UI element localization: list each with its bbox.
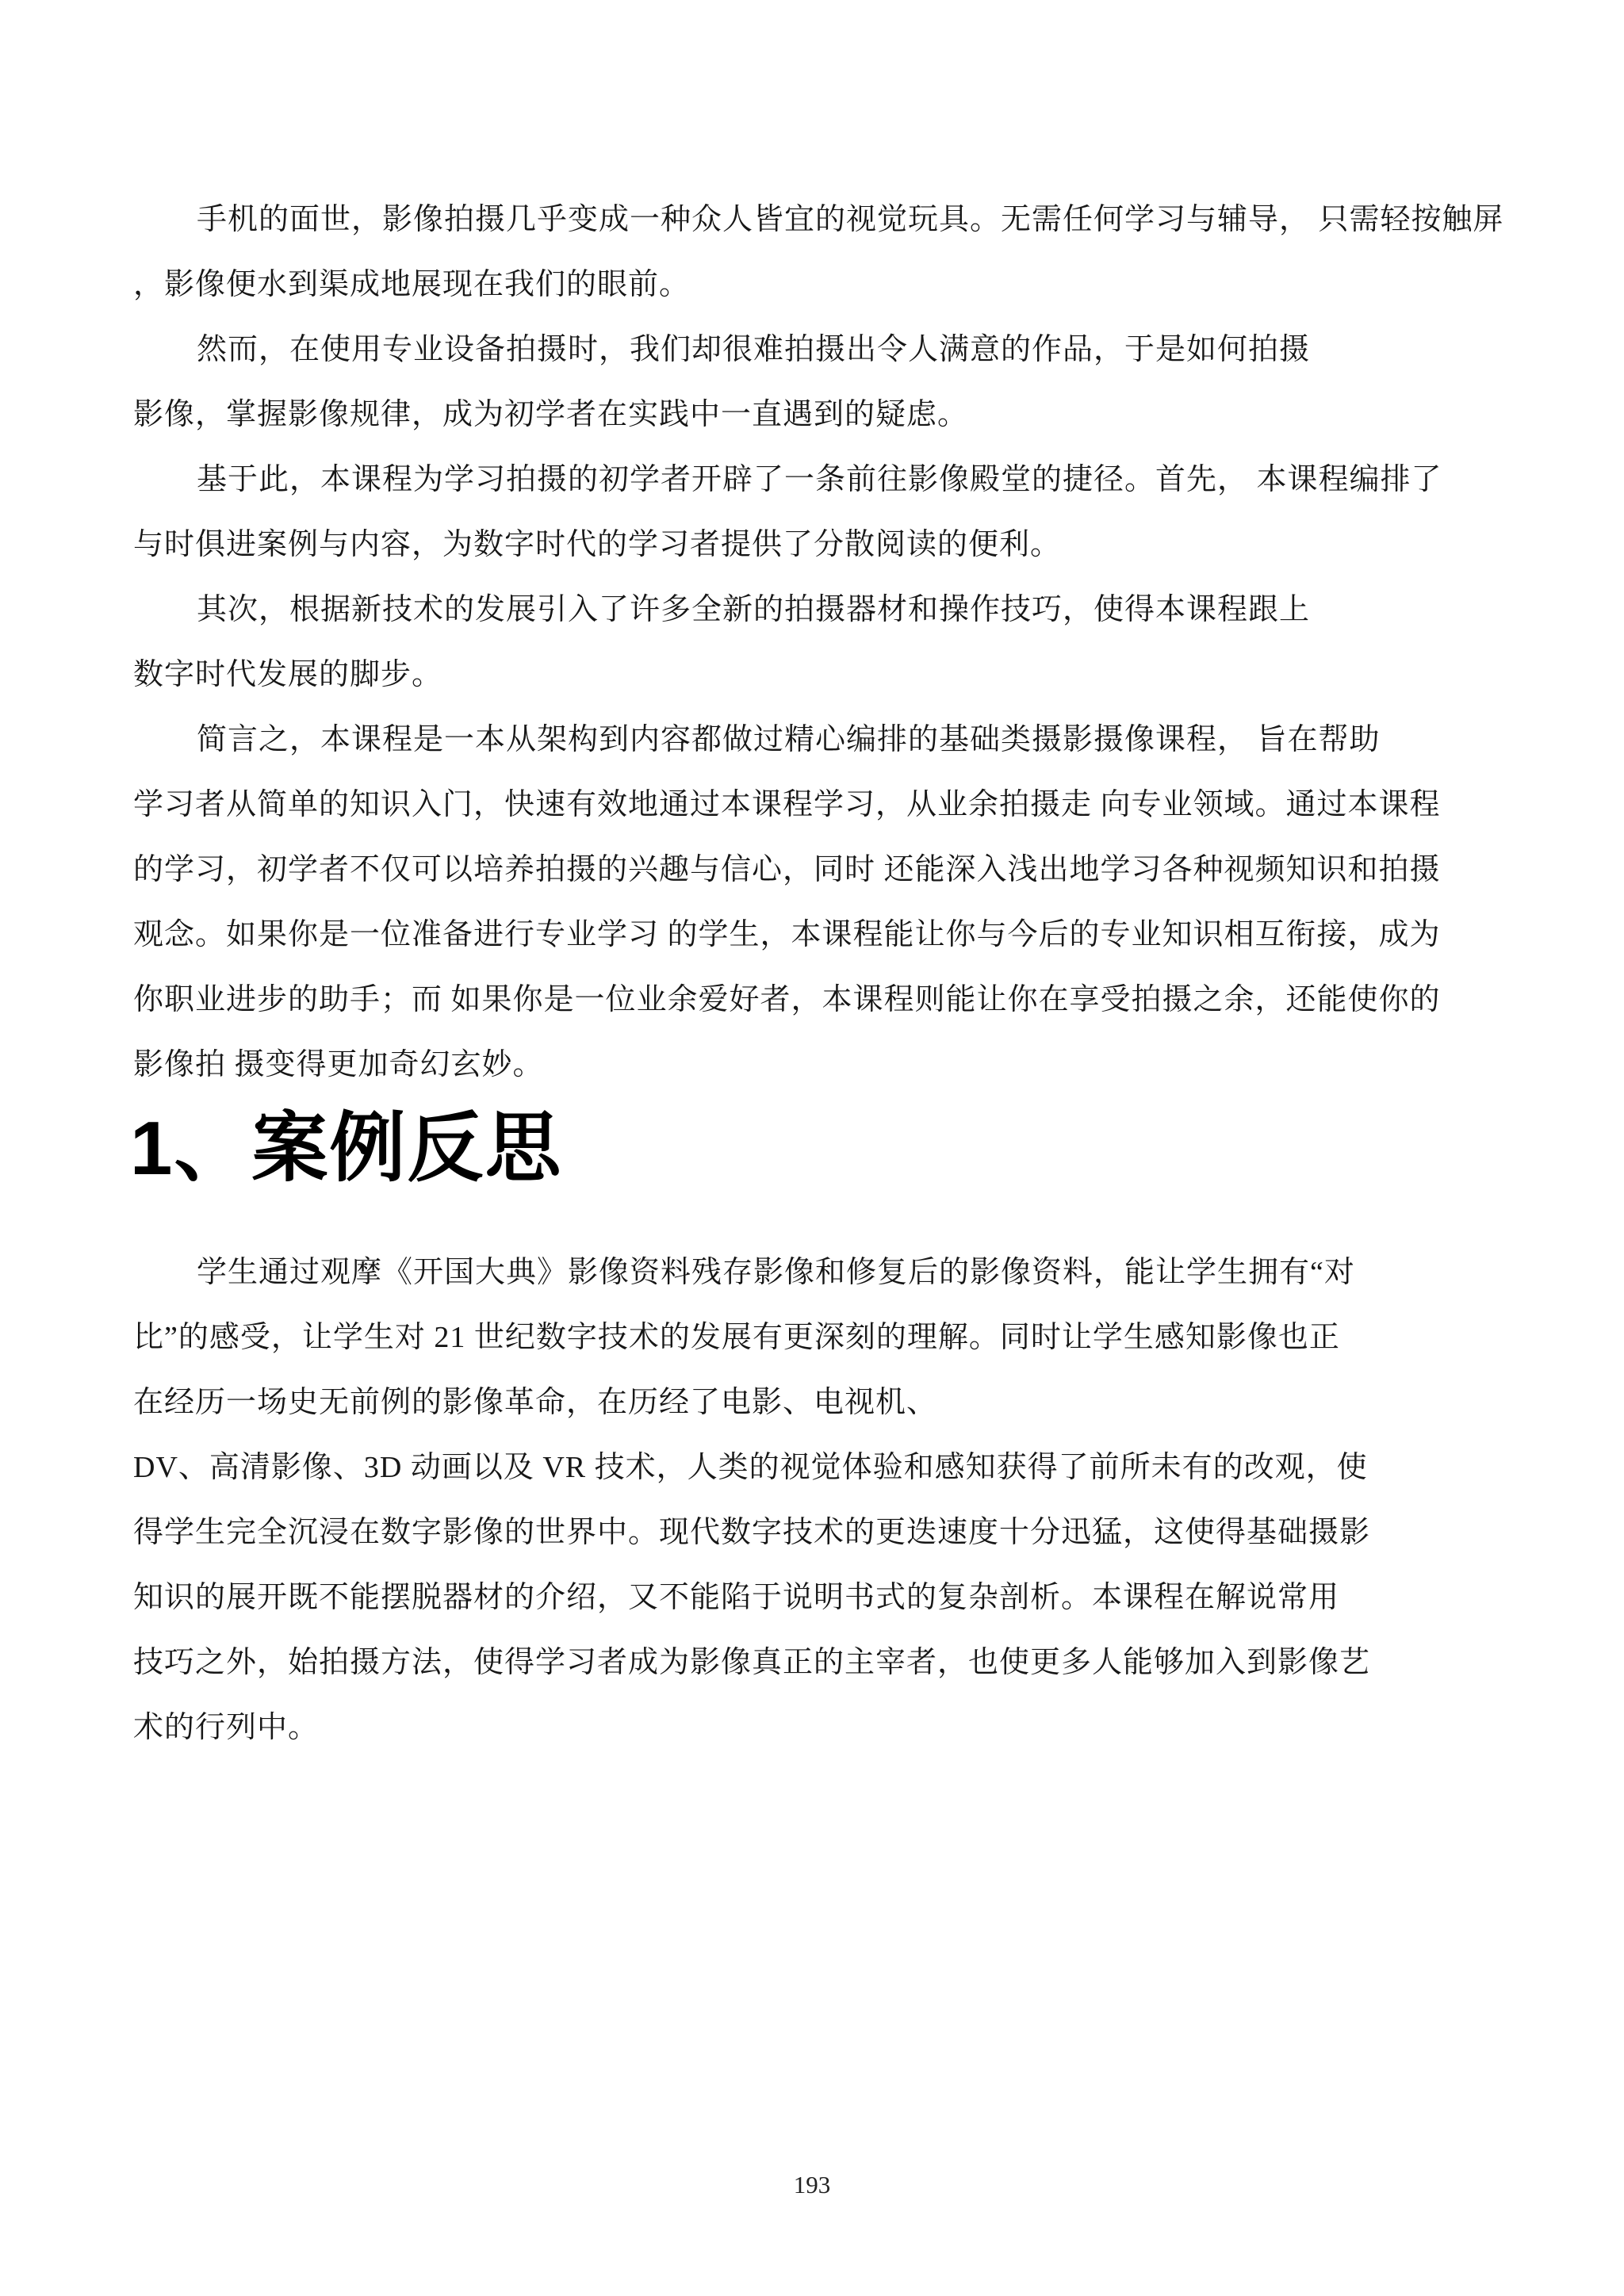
text-line: 手机的面世，影像拍摄几乎变成一种众人皆宜的视觉玩具。无需任何学习与辅导， 只需轻按触屏: [197, 203, 1504, 236]
text-line: 技巧之外，始拍摄方法，使得学习者成为影像真正的主宰者，也使更多人能够加入到影像艺: [133, 1646, 1371, 1679]
text-line: 比”的感受，让学生对 21 世纪数字技术的发展有更深刻的理解。同时让学生感知影像也正: [133, 1321, 1340, 1354]
text-line: 数字时代发展的脚步。: [133, 658, 443, 691]
text-line: 术的行列中。: [133, 1711, 320, 1744]
intro-paragraphs: [0, 0, 1624, 1097]
text-line: 影像，掌握影像规律，成为初学者在实践中一直遇到的疑虑。: [133, 398, 969, 431]
text-line: 在经历一场史无前例的影像革命，在历经了电影、电视机、: [133, 1386, 938, 1419]
text-line: 影像拍 摄变得更加奇幻玄妙。: [133, 1048, 544, 1081]
text-line: DV、高清影像、3D 动画以及 VR 技术，人类的视觉体验和感知获得了前所未有的改观，使: [133, 1451, 1368, 1484]
text-line: 学生通过观摩《开国大典》影像资料残存影像和修复后的影像资料，能让学生拥有“对: [197, 1256, 1355, 1289]
text-line: 知识的展开既不能摆脱器材的介绍，又不能陷于说明书式的复杂剖析。本课程在解说常用: [133, 1581, 1340, 1614]
text-line: 你职业进步的助手；而 如果你是一位业余爱好者，本课程则能让你在享受拍摄之余，还能使你的: [133, 983, 1441, 1016]
section-heading: 1、案例反思: [130, 1106, 563, 1191]
text-line: ，影像便水到渠成地展现在我们的眼前。: [133, 268, 691, 301]
page-number: 193: [793, 2171, 831, 2198]
text-line: 学习者从简单的知识入门，快速有效地通过本课程学习，从业余拍摄走 向专业领域。通过本课程: [133, 788, 1441, 821]
text-line: 的学习，初学者不仅可以培养拍摄的兴趣与信心，同时 还能深入浅出地学习各种视频知识和拍摄: [133, 853, 1441, 886]
text-line: 得学生完全沉浸在数字影像的世界中。现代数字技术的更迭速度十分迅猛，这使得基础摄影: [133, 1516, 1371, 1549]
text-line: 简言之，本课程是一本从架构到内容都做过精心编排的基础类摄影摄像课程， 旨在帮助: [197, 723, 1381, 756]
text-line: 基于此，本课程为学习拍摄的初学者开辟了一条前往影像殿堂的捷径。首先， 本课程编排了: [197, 463, 1442, 496]
text-line: 与时俱进案例与内容，为数字时代的学习者提供了分散阅读的便利。: [133, 528, 1062, 561]
text-line: 其次，根据新技术的发展引入了许多全新的拍摄器材和操作技巧，使得本课程跟上: [197, 593, 1311, 626]
reflection-paragraphs: [0, 1196, 1624, 1760]
text-line: 然而，在使用专业设备拍摄时，我们却很难拍摄出令人满意的作品，于是如何拍摄: [197, 333, 1311, 366]
text-line: 观念。如果你是一位准备进行专业学习 的学生，本课程能让你与今后的专业知识相互衔接，成为: [133, 918, 1441, 951]
